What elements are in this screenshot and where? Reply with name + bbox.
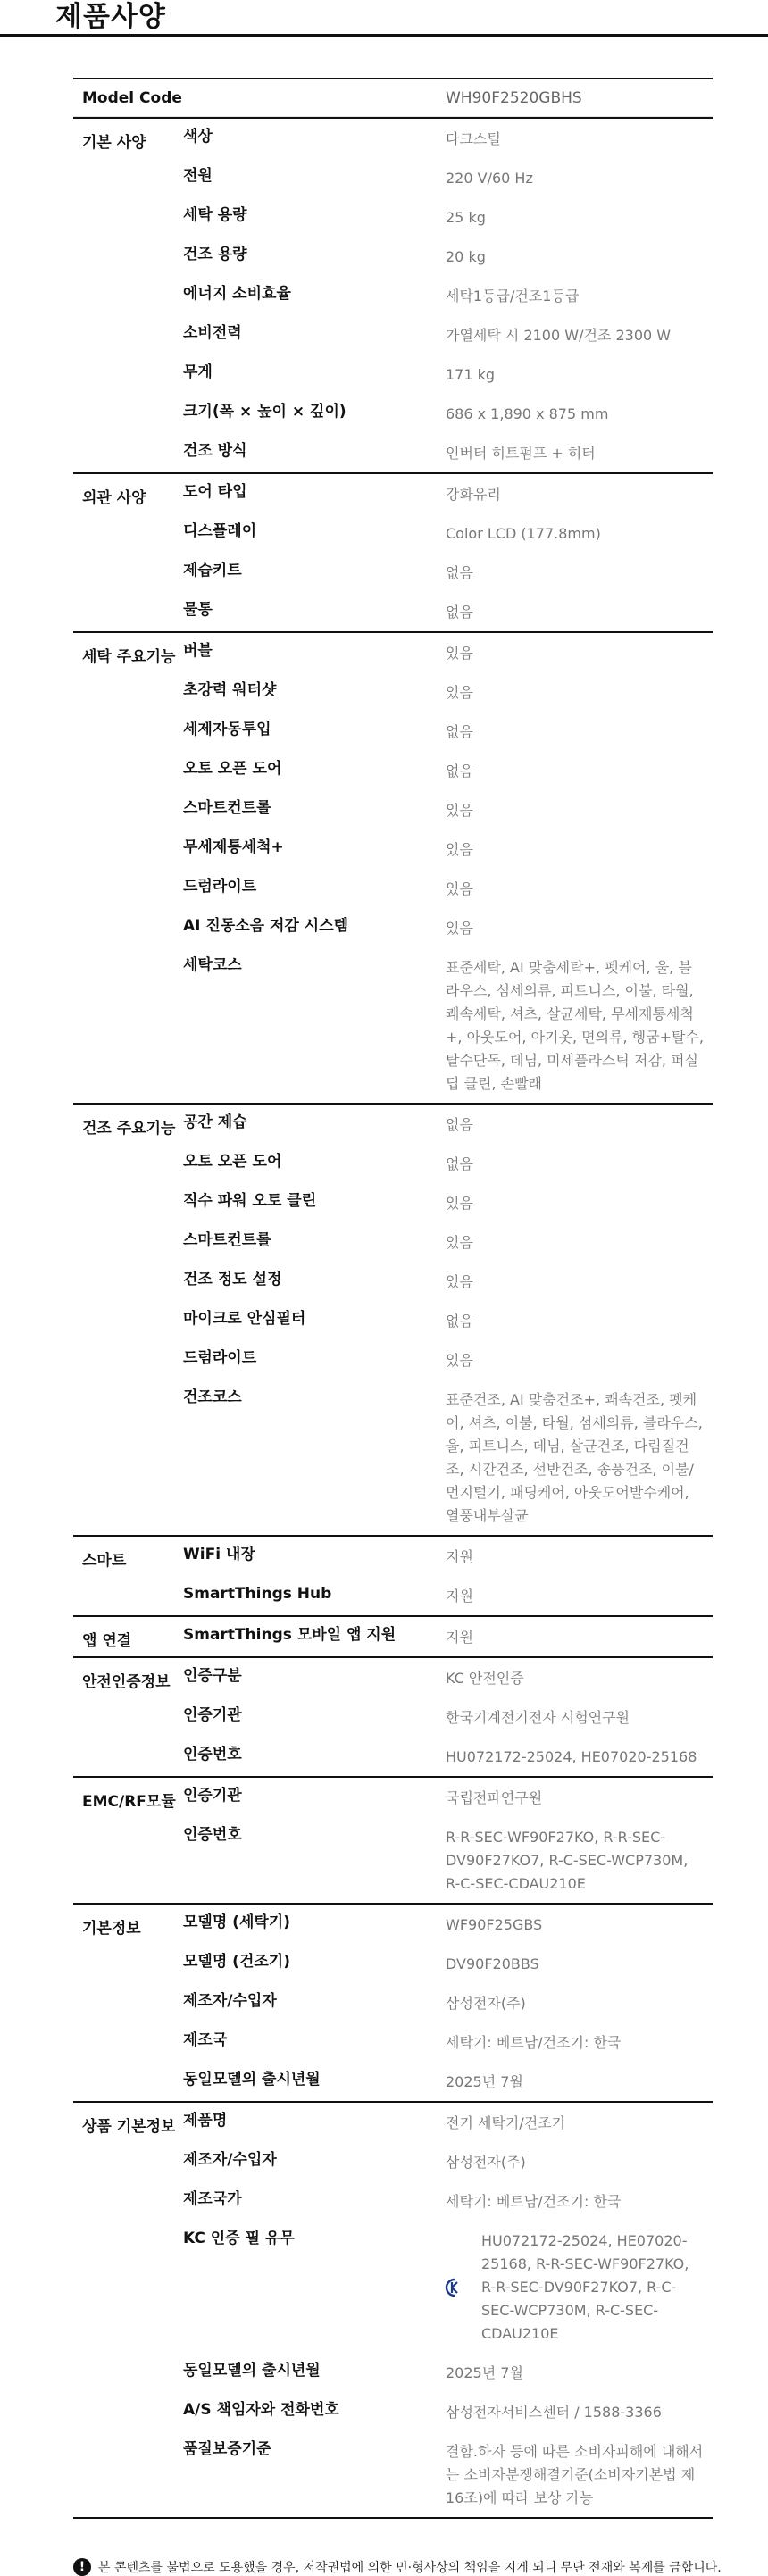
spec-value: 없음 [446, 1155, 473, 1172]
spec-row [183, 315, 713, 354]
spec-row [183, 1144, 713, 1183]
kc-mark-icon [446, 2278, 463, 2297]
spec-row [183, 1817, 713, 1903]
spec-value: 세탁기: 베트남/건조기: 한국 [446, 2193, 622, 2210]
spec-key: A/S 책임자와 전화번호 [183, 2401, 339, 2419]
spec-value: 지원 [446, 1588, 473, 1605]
spec-row [183, 2103, 713, 2142]
group-rows [183, 474, 713, 631]
spec-row [183, 869, 713, 908]
group-rows [183, 1778, 713, 1903]
group-label: EMC/RF모듈 [82, 1793, 176, 1811]
spec-key: 공간 제습 [183, 1113, 247, 1131]
spec-key: 제조자/수입자 [183, 2151, 277, 2169]
spec-value: 결함.하자 등에 따른 소비자피해에 대해서는 소비자분쟁해결기준(소비자기본법 제16조)에 따라 보상 가능 [446, 2443, 704, 2506]
group-rows [183, 1537, 713, 1615]
spec-key: 드럼라이트 [183, 1349, 257, 1367]
spec-row [183, 513, 713, 553]
spec-value: 가열세탁 시 2100 W/건조 2300 W [446, 327, 672, 344]
spec-value: 지원 [446, 1629, 473, 1646]
spec-key: 건조코스 [183, 1388, 242, 1406]
spec-group [73, 2101, 713, 2517]
spec-value: 없음 [446, 1313, 473, 1330]
spec-group [73, 1903, 713, 2101]
spec-key: 에너지 소비효율 [183, 285, 291, 303]
spec-row [183, 197, 713, 237]
spec-key: SmartThings 모바일 앱 지원 [183, 1626, 397, 1644]
spec-value: 있음 [446, 645, 473, 662]
spec-row [183, 908, 713, 947]
spec-key: 물통 [183, 601, 213, 619]
spec-value: 없음 [446, 723, 473, 740]
spec-key: 모델명 (건조기) [183, 1953, 290, 1971]
spec-row [183, 2181, 713, 2221]
spec-key: 초강력 워터샷 [183, 681, 277, 699]
spec-row [183, 158, 713, 197]
spec-group [73, 631, 713, 1103]
spec-value: 있음 [446, 1234, 473, 1251]
spec-key: 디스플레이 [183, 522, 257, 540]
page-title: 제품사양 [55, 1, 166, 33]
spec-key: 건조 용량 [183, 246, 247, 263]
spec-table [73, 78, 713, 2519]
group-label: 외관 사양 [82, 489, 146, 507]
spec-value: 없음 [446, 1116, 473, 1133]
spec-value: 25 kg [446, 209, 486, 226]
spec-key: KC 인증 필 유무 [183, 2230, 295, 2247]
model-code-row [73, 78, 713, 117]
group-rows [183, 1105, 713, 1535]
group-label: 세탁 주요기능 [82, 648, 176, 666]
spec-row [183, 2431, 713, 2517]
spec-key: 인증번호 [183, 1746, 242, 1763]
spec-value: 세탁1등급/건조1등급 [446, 288, 580, 304]
spec-group [73, 1535, 713, 1615]
spec-key: 제습키트 [183, 562, 242, 579]
spec-key: 무세제통세척+ [183, 838, 284, 856]
spec-key: 인증기관 [183, 1787, 242, 1805]
spec-key: 건조 방식 [183, 442, 247, 460]
spec-row [183, 474, 713, 513]
kc-value-text: HU072172-25024, HE07020-25168, R-R-SEC-WF90F27KO, R-R-SEC-DV90F27KO7, R-C-SEC-WCP730M, R-C-SEC-CDAU210E [481, 2232, 689, 2342]
spec-groups [73, 117, 713, 2517]
spec-row [183, 1617, 713, 1656]
group-label: 건조 주요기능 [82, 1120, 176, 1138]
spec-value: 없음 [446, 564, 473, 581]
spec-value: 있음 [446, 841, 473, 858]
spec-value: 인버터 히트펌프 + 히터 [446, 445, 596, 462]
spec-key: 품질보증기준 [183, 2440, 271, 2458]
spec-row [183, 1576, 713, 1615]
spec-row [183, 1301, 713, 1340]
spec-value: KC 안전인증 [446, 1670, 524, 1687]
spec-group [73, 1615, 713, 1656]
spec-key: 전원 [183, 167, 213, 185]
spec-key: 오토 오픈 도어 [183, 760, 282, 778]
spec-value: 있음 [446, 802, 473, 819]
spec-row [183, 354, 713, 394]
spec-row [183, 2353, 713, 2392]
spec-value: 171 kg [446, 366, 496, 383]
spec-key: 드럼라이트 [183, 878, 257, 896]
spec-value: 686 x 1,890 x 875 mm [446, 405, 609, 422]
spec-value: 삼성전자(주) [446, 1995, 526, 2012]
spec-row [183, 790, 713, 829]
group-rows [183, 1617, 713, 1656]
spec-row [183, 553, 713, 592]
spec-key: 무게 [183, 363, 213, 381]
spec-key: 인증번호 [183, 1826, 242, 1844]
spec-value: 다크스틸 [446, 130, 501, 147]
spec-row [183, 1340, 713, 1380]
spec-value: 없음 [446, 604, 473, 621]
spec-key: 제조자/수입자 [183, 1992, 277, 2010]
spec-group [73, 472, 713, 631]
spec-row [183, 276, 713, 315]
spec-value: 표준세탁, AI 맞춤세탁+, 펫케어, 울, 블라우스, 섬세의류, 피트니스, 이불, 타월, 쾌속세탁, 셔츠, 살균세탁, 무세제통세척+, 아웃도어, 아기옷, 면의류, 헹굼+탈수, 탈수단독, 데님, 미세플라스틱 저감, 퍼실 딥 클린, 손빨래 [446, 959, 704, 1092]
spec-row [183, 2142, 713, 2181]
spec-value [446, 2221, 713, 2353]
spec-value: 220 V/60 Hz [446, 170, 533, 187]
spec-key: 제조국 [183, 2031, 228, 2049]
spec-key: 스마트컨트롤 [183, 799, 271, 817]
spec-row [183, 2392, 713, 2431]
spec-key: SmartThings Hub [183, 1585, 332, 1603]
spec-key: 크기(폭 × 높이 × 깊이) [183, 403, 346, 421]
spec-key: 제품명 [183, 2112, 228, 2130]
notice-text: 본 콘텐츠를 불법으로 도용했을 경우, 저작권법에 의한 민·형사상의 책임을 지게 되니 무단 전재와 복제를 금합니다. [98, 2561, 722, 2575]
spec-row [183, 1380, 713, 1535]
spec-value: 있음 [446, 684, 473, 701]
spec-row [183, 433, 713, 472]
spec-row [183, 1537, 713, 1576]
spec-group [73, 1776, 713, 1903]
spec-row [183, 1658, 713, 1697]
spec-key: 직수 파워 오토 클린 [183, 1192, 317, 1210]
title-divider [0, 34, 768, 37]
spec-row [183, 751, 713, 790]
spec-value: Color LCD (177.8mm) [446, 525, 601, 542]
group-label: 기본 사양 [82, 134, 146, 152]
spec-key: 제조국가 [183, 2190, 242, 2208]
spec-value: 있음 [446, 1273, 473, 1290]
spec-row [183, 1105, 713, 1144]
spec-row [183, 1778, 713, 1817]
model-code-value: WH90F2520GBHS [446, 88, 582, 107]
group-rows [183, 2103, 713, 2517]
spec-key: 인증기관 [183, 1706, 242, 1724]
spec-value: 삼성전자(주) [446, 2154, 526, 2171]
spec-row [183, 1983, 713, 2022]
spec-key: 오토 오픈 도어 [183, 1153, 282, 1171]
spec-key: 건조 정도 설정 [183, 1271, 282, 1288]
spec-key: 모델명 (세탁기) [183, 1913, 290, 1931]
spec-key: 스마트컨트롤 [183, 1231, 271, 1249]
spec-key: 동일모델의 출시년월 [183, 2362, 321, 2380]
spec-row [183, 2062, 713, 2101]
spec-value: 있음 [446, 1195, 473, 1212]
group-label: 기본정보 [82, 1920, 141, 1938]
spec-key: 인증구분 [183, 1667, 242, 1685]
spec-key: 버블 [183, 642, 213, 660]
spec-group [73, 117, 713, 472]
spec-row [183, 592, 713, 631]
spec-value: 있음 [446, 1352, 473, 1369]
group-rows [183, 119, 713, 472]
spec-key: 세탁코스 [183, 956, 242, 974]
spec-row [183, 947, 713, 1103]
spec-value: 강화유리 [446, 486, 501, 503]
spec-key: AI 진동소음 저감 시스템 [183, 917, 349, 935]
spec-value: 한국기계전기전자 시험연구원 [446, 1709, 630, 1726]
spec-key: 소비전력 [183, 324, 242, 342]
spec-row [183, 1944, 713, 1983]
spec-key: 도어 타입 [183, 483, 247, 501]
spec-row [183, 1737, 713, 1776]
spec-value: R-R-SEC-WF90F27KO, R-R-SEC-DV90F27KO7, R-C-SEC-WCP730M, R-C-SEC-CDAU210E [446, 1829, 689, 1892]
spec-key: 동일모델의 출시년월 [183, 2071, 321, 2088]
spec-value: HU072172-25024, HE07020-25168 [446, 1748, 697, 1765]
spec-value: 있음 [446, 920, 473, 937]
group-rows [183, 633, 713, 1103]
spec-row [183, 1262, 713, 1301]
spec-value: 표준건조, AI 맞춤건조+, 쾌속건조, 펫케어, 셔츠, 이불, 타월, 섬세의류, 블라우스, 울, 피트니스, 데님, 살균건조, 다림질건조, 시간건조, 선반건조, 송풍건조, 이불/먼지털기, 패딩케어, 아웃도어발수케어, 열풍내부살균 [446, 1391, 703, 1524]
spec-group [73, 1656, 713, 1776]
group-rows [183, 1905, 713, 2101]
spec-key: 세제자동투입 [183, 721, 271, 738]
group-label: 앱 연결 [82, 1632, 132, 1650]
spec-value: 세탁기: 베트남/건조기: 한국 [446, 2034, 622, 2051]
copyright-notice [73, 2558, 768, 2576]
spec-value: WF90F25GBS [446, 1916, 543, 1933]
group-label: 안전인증정보 [82, 1673, 171, 1691]
spec-value: 20 kg [446, 248, 486, 265]
spec-value: 없음 [446, 763, 473, 779]
group-label: 상품 기본정보 [82, 2118, 176, 2136]
spec-row [183, 829, 713, 869]
spec-row [183, 2221, 713, 2353]
spec-row [183, 1183, 713, 1222]
table-bottom-divider [73, 2517, 713, 2519]
spec-row [183, 2022, 713, 2062]
spec-group [73, 1103, 713, 1535]
spec-key: 마이크로 안심필터 [183, 1310, 306, 1328]
spec-row [183, 1697, 713, 1737]
spec-row [183, 672, 713, 712]
group-label: 스마트 [82, 1552, 127, 1570]
spec-row [183, 1222, 713, 1262]
spec-row [183, 237, 713, 276]
model-code-label: Model Code [82, 88, 182, 107]
spec-value: 2025년 7월 [446, 2364, 523, 2381]
spec-value: 국립전파연구원 [446, 1789, 543, 1806]
exclamation-icon: ! [73, 2558, 91, 2576]
spec-value: 지원 [446, 1548, 473, 1565]
spec-value: 삼성전자서비스센터 / 1588-3366 [446, 2404, 662, 2421]
spec-value: 2025년 7월 [446, 2073, 523, 2090]
spec-value: 있음 [446, 880, 473, 897]
spec-key: WiFi 내장 [183, 1546, 255, 1563]
spec-row [183, 712, 713, 751]
spec-row [183, 633, 713, 672]
spec-key: 색상 [183, 128, 213, 146]
spec-row [183, 1905, 713, 1944]
spec-row [183, 394, 713, 433]
spec-key: 세탁 용량 [183, 206, 247, 224]
spec-value: 전기 세탁기/건조기 [446, 2114, 566, 2131]
group-rows [183, 1658, 713, 1776]
spec-row [183, 119, 713, 158]
spec-value: DV90F20BBS [446, 1955, 539, 1972]
